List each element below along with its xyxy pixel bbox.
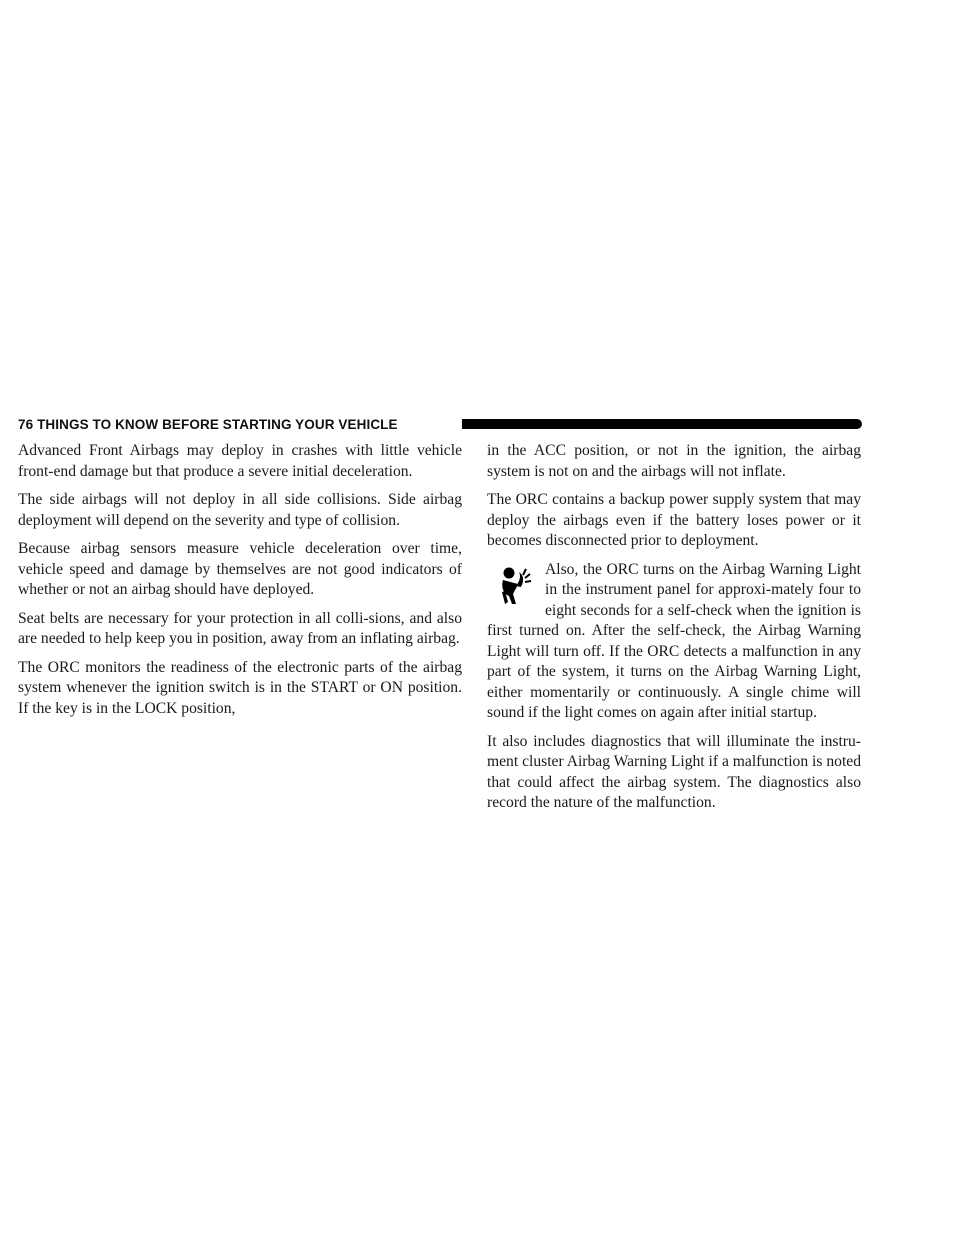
page-header <box>0 416 960 434</box>
paragraph-sensors: Because airbag sensors measure vehicle deceleration over time, vehicle speed and damage by themselves are not good indicators of whether or not an airbag should have deployed. <box>18 540 462 598</box>
paragraph-acc-position: in the ACC position, or not in the ignition, the airbag system is not on and the airbags will not inflate. <box>487 442 861 480</box>
paragraph-seat-belts: Seat belts are necessary for your protection in all colli-sions, and also are needed to help keep you in position, away from an inflating airbag. <box>18 609 462 647</box>
airbag-warning-icon <box>487 566 537 614</box>
paragraph-side-airbags: The side airbags will not deploy in all side collisions. Side airbag deployment will depend on the severity and type of collision. <box>18 491 462 529</box>
paragraph-warning-light: Also, the ORC turns on the Airbag Warning Light in the instrument panel for approxi-mately four to eight seconds for a self-check when the ignition is first turned on. After the self-check, the Airbag Warning Light will turn off. If the ORC detects a malfunction in any part of the system, it turns on the Airbag Warning Light, either momentarily or continuously. A single chime will sound if the light comes on again after initial startup. <box>487 560 861 721</box>
header-bar <box>462 419 862 429</box>
paragraph-backup-power: The ORC contains a backup power supply system that may deploy the airbags even if the battery loses power or it becomes disconnected prior to deployment. <box>487 491 861 549</box>
left-column <box>18 441 462 727</box>
paragraph-orc-monitors: The ORC monitors the readiness of the electronic parts of the airbag system whenever the ignition switch is in the START or ON position. If the key is in the LOCK position, <box>18 658 462 717</box>
right-column <box>487 441 861 822</box>
paragraph-front-airbags: Advanced Front Airbags may deploy in crashes with little vehicle front-end damage but that produce a severe initial deceleration. <box>18 442 462 480</box>
paragraph-diagnostics: It also includes diagnostics that will illuminate the instru-ment cluster Airbag Warning Light if a malfunction is noted that could affect the airbag system. The diagnostics also record the nature of the malfunction. <box>487 732 861 811</box>
page-title: 76 THINGS TO KNOW BEFORE STARTING YOUR VEHICLE <box>18 417 398 432</box>
